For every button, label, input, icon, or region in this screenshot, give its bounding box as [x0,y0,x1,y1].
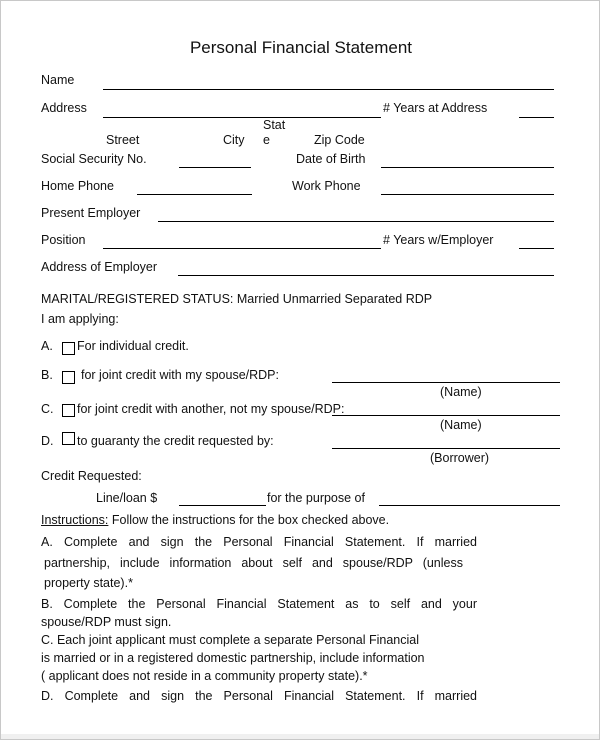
option-b-caption: (Name) [440,385,482,399]
instruction-d-line1: D. Complete and sign the Personal Financial Statement. If married [41,689,477,703]
instructions-line [41,513,389,528]
instruction-a-line2: partnership, include information about self and spouse/RDP (unless [44,556,463,570]
address-employer-field[interactable] [178,275,554,276]
option-b-text: for joint credit with my spouse/RDP: [81,368,279,382]
ssn-field[interactable] [179,167,251,168]
option-a-text: For individual credit. [77,339,189,353]
address-field[interactable] [103,117,381,118]
option-d-borrower-field[interactable] [332,448,560,449]
instruction-a-line3: property state).* [44,576,133,590]
dob-field[interactable] [381,167,554,168]
applying-label: I am applying: [41,312,119,326]
option-c-text: for joint credit with another, not my spouse/RDP: [77,402,345,416]
option-b-name-field[interactable] [332,382,560,383]
option-d-checkbox[interactable] [62,432,75,445]
line-loan-field[interactable] [179,505,266,506]
position-field[interactable] [103,248,381,249]
instruction-b-line2: spouse/RDP must sign. [41,615,172,629]
option-c-letter: C. [41,402,54,416]
option-d-letter: D. [41,434,54,448]
home-phone-label: Home Phone [41,179,114,193]
street-label: Street [106,133,140,147]
city-label: City [223,133,245,147]
present-employer-label: Present Employer [41,206,141,220]
instruction-b-line1: B. Complete the Personal Financial Statement as to self and your [41,597,477,611]
position-label: Position [41,233,86,247]
dob-label: Date of Birth [296,152,366,166]
option-a-letter: A. [41,339,53,353]
instruction-c-line1: C. Each joint applicant must complete a separate Personal Financial [41,633,419,647]
option-b-checkbox[interactable] [62,371,75,384]
credit-requested-label: Credit Requested: [41,469,142,483]
marital-status-options[interactable]: Married Unmarried Separated RDP [236,292,433,306]
present-employer-field[interactable] [158,221,554,222]
work-phone-field[interactable] [381,194,554,195]
years-at-address-label: # Years at Address [383,101,488,115]
form-title: Personal Financial Statement [189,38,413,57]
ssn-label: Social Security No. [41,152,147,166]
horizontal-scrollbar[interactable] [1,734,599,739]
address-label: Address [41,101,87,115]
option-b-letter: B. [41,368,53,382]
purpose-label: for the purpose of [267,491,365,505]
option-d-text: to guaranty the credit requested by: [77,434,274,448]
marital-status-label: MARITAL/REGISTERED STATUS: [41,292,234,306]
state-label-line1: Stat [263,118,286,132]
state-label-line2: e [263,133,270,147]
years-at-address-field[interactable] [519,117,554,118]
instructions-heading: Instructions: [41,513,109,527]
instruction-c-line2: is married or in a registered domestic partnership, include information [41,651,425,665]
marital-status-line [41,292,432,307]
work-phone-label: Work Phone [292,179,361,193]
option-c-caption: (Name) [440,418,482,432]
years-employer-label: # Years w/Employer [383,233,494,247]
address-employer-label: Address of Employer [41,260,158,274]
instruction-c-line3: ( applicant does not reside in a community property state).* [41,669,368,683]
instructions-intro: Follow the instructions for the box checked above. [111,513,390,527]
home-phone-field[interactable] [137,194,252,195]
zip-label: Zip Code [314,133,365,147]
years-employer-field[interactable] [519,248,554,249]
name-label: Name [41,73,75,87]
option-a-checkbox[interactable] [62,342,75,355]
option-c-name-field[interactable] [332,415,560,416]
purpose-field[interactable] [379,505,560,506]
line-loan-label: Line/loan $ [96,491,158,505]
option-c-checkbox[interactable] [62,404,75,417]
instruction-a-line1: A. Complete and sign the Personal Financial Statement. If married [41,535,477,549]
option-d-caption: (Borrower) [430,451,490,465]
name-field[interactable] [103,89,554,90]
